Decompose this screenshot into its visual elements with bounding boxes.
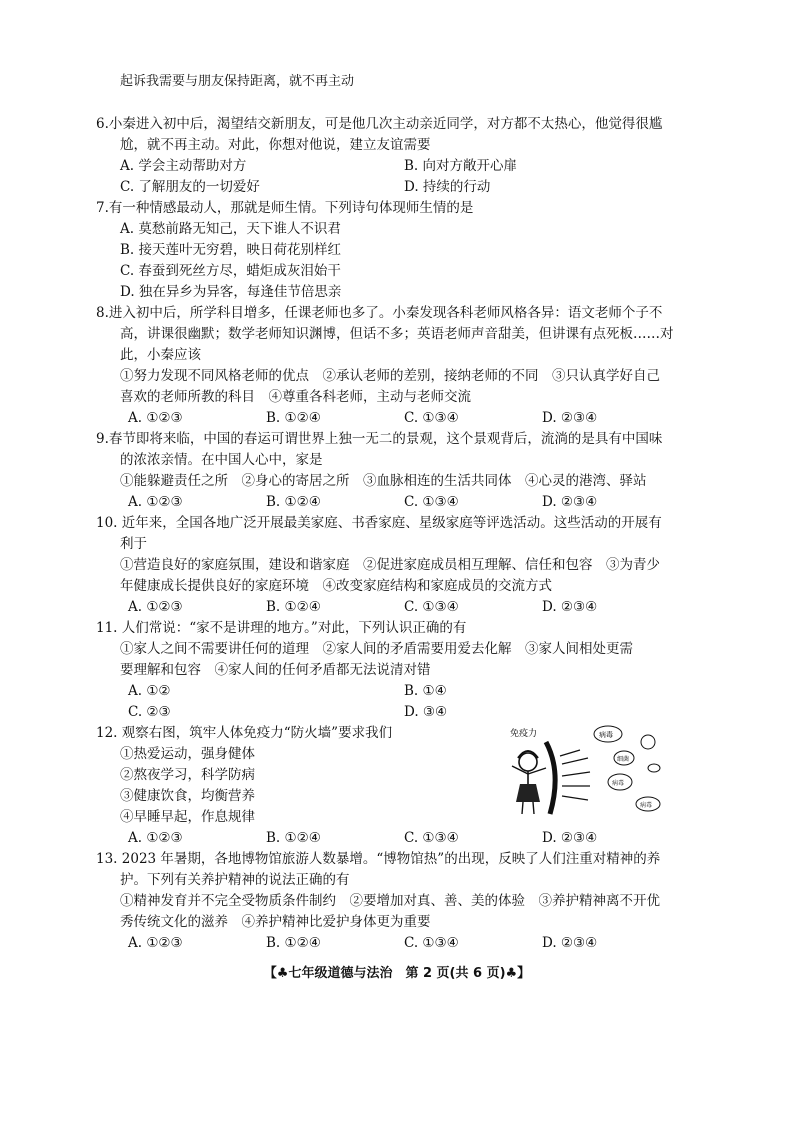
question-stem: 10. 近年来，全国各地广泛开展最美家庭、书香家庭、星级家庭等评选活动。这些活动的开展有 [96,515,662,531]
option-a[interactable]: A. ①② [128,683,171,699]
option-d[interactable]: D. ②③④ [542,830,598,846]
option-c[interactable]: C. ①③④ [404,935,459,951]
statement-line: ①努力发现不同风格老师的优点 ②承认老师的差别，接纳老师的不同 ③只认真学好自己 [120,368,660,384]
question-stem: 7.有一种情感最动人，那就是师生情。下列诗句体现师生情的是 [96,200,474,216]
statement-line: 要理解和包容 ④家人间的任何矛盾都无法说清对错 [120,662,431,678]
option-b[interactable]: B. 接天莲叶无穷碧，映日荷花别样红 [120,242,342,258]
statement-line: ①营造良好的家庭氛围，建设和谐家庭 ②促进家庭成员相互理解、信任和包容 ③为青少 [120,557,660,573]
statement-line: ①能躲避责任之所 ②身心的寄居之所 ③血脉相连的生活共同体 ④心灵的港湾、驿站 [120,473,647,489]
svg-text:病毒: 病毒 [599,731,613,739]
question-stem: 6.小秦进入初中后，渴望结交新朋友，可是他几次主动亲近同学，对方都不太热心，他觉得很尴 [96,116,663,132]
question-9 [96,429,696,513]
options-row [96,828,696,849]
option-c[interactable]: C. ②③ [128,704,171,720]
statement-line: 年健康成长提供良好的家庭环境 ④改变家庭结构和家庭成员的交流方式 [120,578,552,594]
option-b[interactable]: B. 向对方敞开心扉 [404,158,518,174]
question-stem: 的浓浓亲情。在中国人心中，家是 [120,452,323,468]
option-d[interactable]: D. ②③④ [542,599,598,615]
options-row [96,702,696,723]
options-row [96,492,696,513]
question-stem: 8.进入初中后，所学科目增多，任课老师也多了。小秦发现各科老师风格各异：语文老师个子不 [96,305,663,321]
question-stem: 11. 人们常说：“家不是讲理的地方。”对此，下列认识正确的有 [96,620,467,636]
option-a[interactable]: A. ①②③ [128,410,183,426]
option-a[interactable]: A. ①②③ [128,494,183,510]
option-d[interactable]: D. ③④ [404,704,448,720]
option-b[interactable]: B. ①④ [404,683,447,699]
options-row [96,156,696,177]
question-10 [96,513,696,618]
statement-line: ③健康饮食，均衡营养 [120,788,255,804]
statement-line: 喜欢的老师所教的科目 ④尊重各科老师，主动与老师交流 [120,389,471,405]
question-13 [96,849,696,954]
options-row [96,933,696,954]
question-stem: 尬，就不再主动。对此，你想对他说，建立友谊需要 [120,137,431,153]
option-c[interactable]: C. ①③④ [404,494,459,510]
option-a[interactable]: A. ①②③ [128,935,183,951]
option-b[interactable]: B. ①②④ [266,935,321,951]
option-d[interactable]: D. ②③④ [542,935,598,951]
option-d[interactable]: D. 独在异乡为异客，每逢佳节倍思亲 [120,284,342,300]
question-stem: 9.春节即将来临，中国的春运可谓世界上独一无二的景观，这个景观背后，流淌的是具有中国味 [96,431,663,447]
options-row [96,408,696,429]
option-a[interactable]: A. 莫愁前路无知己，天下谁人不识君 [120,221,341,237]
option-b[interactable]: B. ①②④ [266,410,321,426]
figure-label: 免疫力 [510,729,538,739]
option-b[interactable]: B. ①②④ [266,830,321,846]
options-row [96,597,696,618]
svg-text:细菌: 细菌 [617,756,630,763]
option-b[interactable]: B. ①②④ [266,494,321,510]
option-a[interactable]: A. ①②③ [128,830,183,846]
option-c[interactable]: C. 春蚕到死丝方尽，蜡炬成灰泪始干 [120,263,341,279]
question-stem: 此，小秦应该 [120,347,201,363]
option-a[interactable]: A. 学会主动帮助对方 [120,158,247,174]
options-row [96,681,696,702]
svg-text:病毒: 病毒 [612,780,625,787]
statement-line: ②熬夜学习，科学防病 [120,767,255,783]
statement-line: ④早睡早起，作息规律 [120,809,255,825]
statement-line: ①家人之间不需要讲任何的道理 ②家人间的矛盾需要用爱去化解 ③家人间相处更需 [120,641,633,657]
option-d[interactable]: D. ②③④ [542,410,598,426]
question-stem: 13. 2023 年暑期，各地博物馆旅游人数暴增。“博物馆热”的出现，反映了人们注重对精神的养 [96,851,661,867]
option-c[interactable]: C. ①③④ [404,410,459,426]
option-d[interactable]: D. ②③④ [542,494,598,510]
option-c[interactable]: C. ①③④ [404,599,459,615]
option-a[interactable]: A. ①②③ [128,599,183,615]
statement-line: 秀传统文化的滋养 ④养护精神比爱护身体更为重要 [120,914,431,930]
cut-off-text: 起诉我需要与朋友保持距离，就不再主动 [120,74,355,89]
page-footer: 【♣七年级道德与法治 第 2 页(共 6 页)♣】 [263,966,531,981]
option-b[interactable]: B. ①②④ [266,599,321,615]
question-11 [96,618,696,723]
immunity-illustration [498,722,668,822]
option-d[interactable]: D. 持续的行动 [404,179,491,195]
options-row [96,177,696,198]
question-stem: 高，讲课很幽默；数学老师知识渊博，但话不多；英语老师声音甜美，但讲课有点死板……对 [120,326,674,342]
statement-line: ①精神发育并不完全受物质条件制约 ②要增加对真、善、美的体验 ③养护精神离不开优 [120,893,660,909]
question-stem: 12. 观察右图，筑牢人体免疫力“防火墙”要求我们 [96,725,393,741]
option-c[interactable]: C. 了解朋友的一切爱好 [120,179,260,195]
question-stem: 利于 [120,536,147,552]
option-c[interactable]: C. ①③④ [404,830,459,846]
question-6 [96,114,696,198]
statement-line: ①热爱运动，强身健体 [120,746,255,762]
question-8 [96,303,696,429]
question-stem: 护。下列有关养护精神的说法正确的有 [120,872,350,888]
question-7 [96,198,696,303]
svg-text:病毒: 病毒 [640,802,653,809]
